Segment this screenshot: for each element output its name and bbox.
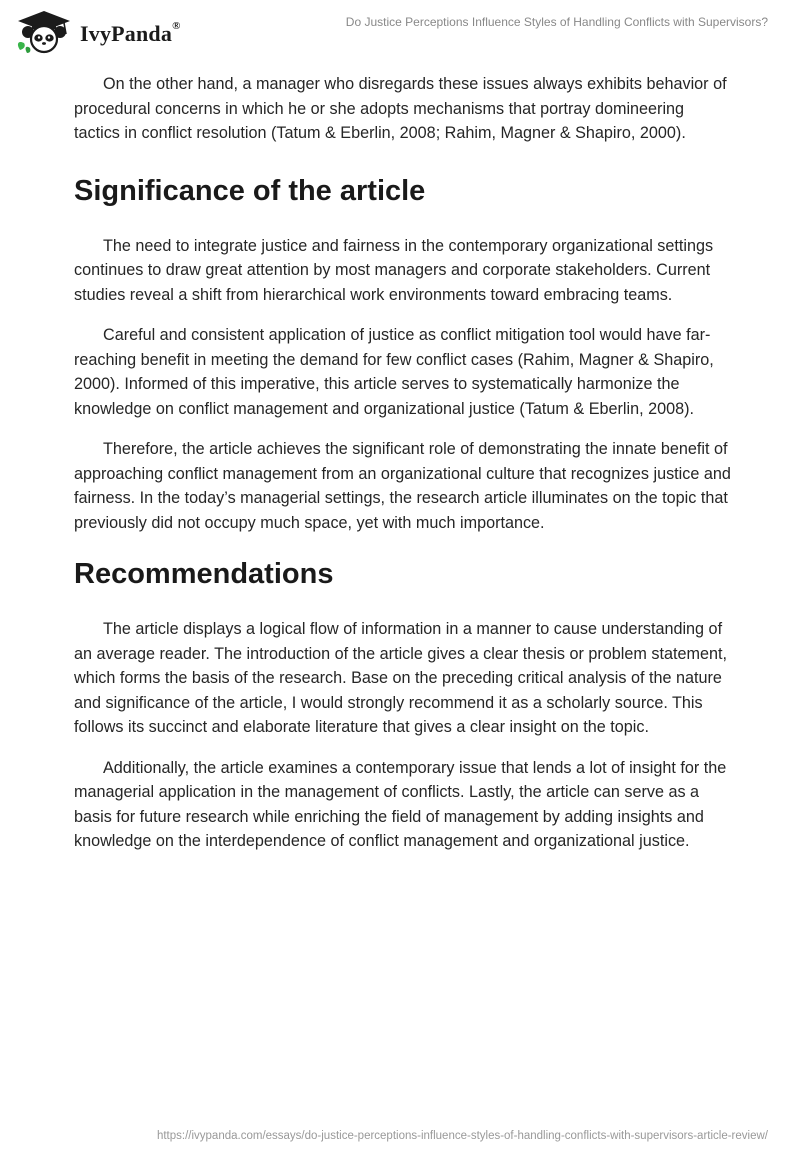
source-url-link[interactable]: https://ivypanda.com/essays/do-justice-perceptions-influence-styles-of-handling-conflicts-with-supervisors-article-review/ [156, 1130, 768, 1142]
page-header [0, 0, 800, 70]
paragraph: Additionally, the article examines a contemporary issue that lends a lot of insight for the managerial application in the management of conflicts. Lastly, the article can serve as a basis for future research while enriching the field of management by adding insights and knowledge on the interdependence of conflict management and organizational justice. [74, 758, 727, 850]
article-body [74, 72, 734, 870]
paragraph: Careful and consistent application of justice as conflict mitigation tool would have far-reaching benefit in meeting the demand for few conflict cases (Rahim, Magner & Shapiro, 2000). Informed of this imperative, this article serves to systematically harmonize the knowledge on conflict management and organizational justice (Tatum & Eberlin, 2008). [74, 326, 714, 418]
registered-mark: ® [172, 19, 181, 32]
ivypanda-logo[interactable] [14, 10, 181, 54]
paragraph: Therefore, the article achieves the significant role of demonstrating the innate benefit of approaching conflict management from an organizational culture that recognizes justice and fairness. In the today’s managerial settings, the research article illuminates on the topic that previously did not occupy much space, yet with much importance. [74, 440, 731, 532]
document-title: Do Justice Perceptions Influence Styles of Handling Conflicts with Supervisors? [345, 15, 768, 29]
panda-graduate-icon [14, 10, 74, 54]
intro-paragraph: On the other hand, a manager who disregards these issues always exhibits behavior of procedural concerns in which he or she adopts mechanisms that portray domineering tactics in conflict resolution (Tatum & Eberlin, 2008; Rahim, Magner & Shapiro, 2000). [74, 75, 727, 142]
section-heading-recommendations: Recommendations [74, 558, 334, 590]
section-heading-significance: Significance of the article [74, 174, 426, 207]
paragraph: The article displays a logical flow of information in a manner to cause understanding of an average reader. The introduction of the article gives a clear thesis or problem statement, which forms the basis of the research. Base on the preceding critical analysis of the nature and significance of the article, I would strongly recommend it as a scholarly source. This follows its succinct and elaborate literature that gives a clear insight on the topic. [74, 620, 727, 736]
brand-name: IvyPanda® [80, 19, 181, 46]
paragraph: The need to integrate justice and fairness in the contemporary organizational settings continues to draw great attention by most managers and corporate stakeholders. Current studies reveal a shift from hierarchical work environments toward embracing teams. [74, 236, 714, 304]
